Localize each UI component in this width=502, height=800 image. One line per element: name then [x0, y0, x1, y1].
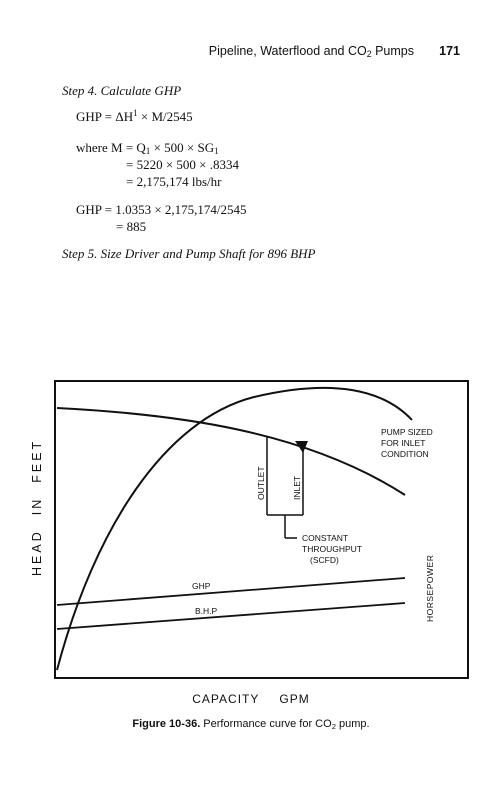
ghp-line — [57, 578, 405, 605]
bhp-line — [57, 603, 405, 629]
pump-sized-label-1: PUMP SIZED — [381, 427, 433, 437]
ghp-label: GHP — [192, 581, 211, 591]
x-axis-label: CAPACITY GPM — [192, 692, 310, 706]
performance-curve-chart — [54, 380, 470, 680]
m-definition-line3: = 2,175,174 lbs/hr — [126, 174, 222, 189]
horsepower-label: HORSEPOWER — [425, 554, 435, 622]
outlet-label: OUTLET — [256, 466, 266, 500]
inlet-label: INLET — [292, 475, 302, 500]
bhp-label: B.H.P — [195, 606, 218, 616]
m-definition-line2: = 5220 × 500 × .8334 — [126, 157, 239, 172]
ghp-calculation-line1: GHP = 1.0353 × 2,175,174/2545 — [76, 202, 247, 217]
ghp-formula: GHP = $\Delta H^1 \times M/2545$ — [76, 108, 193, 124]
head-curve — [57, 408, 405, 495]
inlet-arrow-marker — [295, 441, 308, 453]
pump-sized-label-2: FOR INLET — [381, 438, 426, 448]
constant-throughput-label-1: CONSTANT — [302, 533, 349, 543]
capacity-hump-curve — [57, 388, 412, 670]
performance-figure — [54, 380, 470, 680]
chart-frame — [55, 381, 468, 678]
constant-throughput-label-2: THROUGHPUT — [302, 544, 362, 554]
running-header-title: Pipeline, Waterflood and $CO_2$ Pumps — [208, 44, 414, 59]
pump-sized-label-3: CONDITION — [381, 449, 429, 459]
step4-heading: Step 4. Calculate GHP — [62, 83, 182, 98]
step5-heading: Step 5. Size Driver and Pump Shaft for 896 BHP — [62, 246, 316, 261]
running-header — [60, 44, 460, 62]
constant-throughput-label-3: (SCFD) — [310, 555, 339, 565]
y-axis-label: HEADINFEET — [30, 438, 44, 576]
ghp-calculation-line2: = 885 — [116, 219, 147, 234]
figure-caption: Figure 10-36. Performance curve for $CO_2$ pump. — [132, 718, 370, 731]
page-number: 171 — [439, 44, 460, 58]
m-definition-line1: where $M = Q_1 \times 500 \times SG_1$ — [76, 140, 219, 156]
